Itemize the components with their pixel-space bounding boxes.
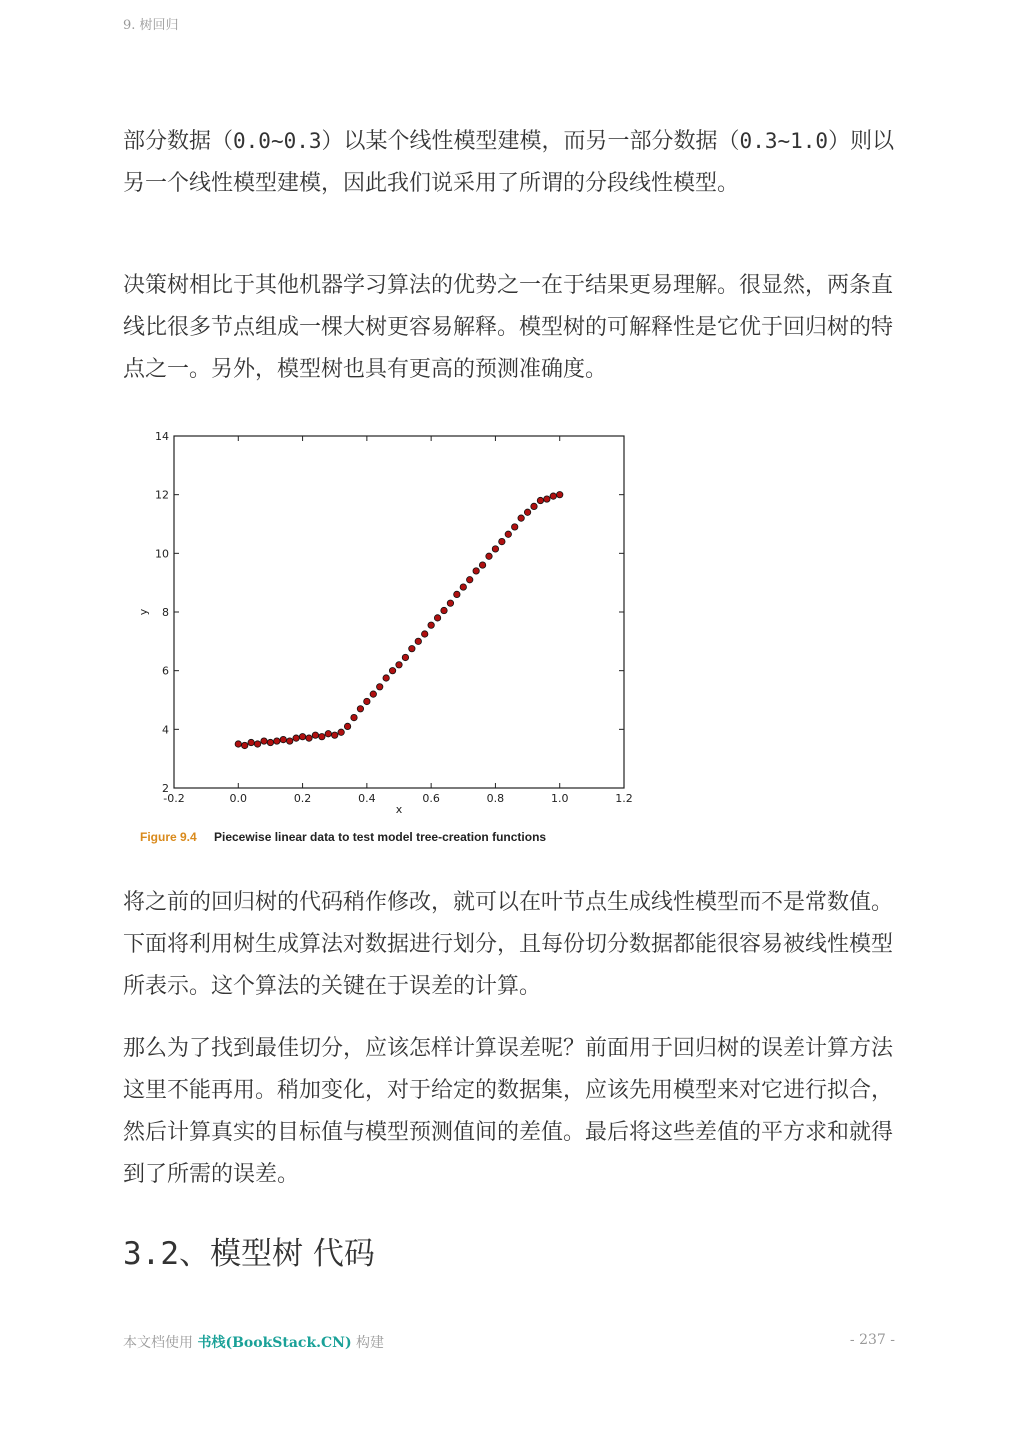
data-point	[422, 631, 428, 637]
data-point	[357, 706, 363, 712]
y-tick-label: 6	[162, 664, 169, 678]
data-point	[447, 600, 453, 606]
data-point	[267, 739, 273, 745]
code-range-2: 0.3~1.0	[739, 129, 829, 153]
data-point	[479, 562, 485, 568]
x-axis-label: x	[395, 803, 403, 816]
footer-prefix: 本文档使用	[123, 1335, 198, 1351]
data-point	[505, 531, 511, 537]
data-point	[428, 622, 434, 628]
data-point	[319, 733, 325, 739]
data-point	[434, 615, 440, 621]
data-point	[370, 691, 376, 697]
figure-label: Figure 9.4	[140, 830, 197, 844]
bookstack-link[interactable]: 书栈(BookStack.CN)	[197, 1335, 352, 1351]
data-point	[364, 698, 370, 704]
data-point	[544, 496, 550, 502]
data-point	[409, 645, 415, 651]
data-point	[377, 684, 383, 690]
data-point	[312, 732, 318, 738]
data-point	[499, 538, 505, 544]
data-point	[274, 738, 280, 744]
data-point	[460, 584, 466, 590]
page-number: - 237 -	[849, 1332, 895, 1348]
data-point	[492, 546, 498, 552]
data-point	[344, 723, 350, 729]
data-point	[248, 739, 254, 745]
data-point	[415, 638, 421, 644]
data-point	[280, 736, 286, 742]
data-point	[524, 509, 530, 515]
x-tick-label: 0.0	[229, 792, 248, 805]
y-tick-label: 4	[162, 723, 169, 737]
x-tick-label: 1.2	[615, 792, 633, 805]
paragraph-1-text-b: ）以某个线性模型建模，而另一部分数据（	[321, 129, 740, 154]
data-point	[261, 738, 267, 744]
data-point	[467, 577, 473, 583]
data-point	[396, 662, 402, 668]
section-heading	[123, 1228, 375, 1273]
data-point	[338, 729, 344, 735]
figure-9-4	[123, 420, 643, 860]
data-point	[441, 607, 447, 613]
data-point	[557, 491, 563, 497]
data-point	[242, 742, 248, 748]
x-tick-label: 0.6	[422, 792, 440, 805]
x-tick-label: 0.2	[293, 792, 312, 805]
data-point	[235, 741, 241, 747]
figure-caption: Piecewise linear data to test model tree-creation functions	[214, 830, 547, 844]
paragraph-2: 决策树相比于其他机器学习算法的优势之一在于结果更易理解。很显然，两条直线比很多节点组成一棵大树更容易解释。模型树的可解释性是它优于回归树的特点之一。另外，模型树也具有更高的预测准确度。	[123, 273, 894, 382]
x-tick-label: 0.4	[358, 792, 376, 805]
data-point	[550, 493, 556, 499]
x-tick-label: 1.0	[550, 792, 569, 805]
data-point	[332, 732, 338, 738]
paragraph-4: 那么为了找到最佳切分，应该怎样计算误差呢？前面用于回归树的误差计算方法这里不能再用。稍加变化，对于给定的数据集，应该先用模型来对它进行拟合，然后计算真实的目标值与模型预测值间的差值。最后将这些差值的平方求和就得到了所需的误差。	[123, 1036, 894, 1187]
y-tick-label: 8	[162, 606, 169, 619]
section-title: 、模型树 代码	[179, 1236, 375, 1272]
y-axis-label: y	[137, 608, 150, 616]
paragraph-3: 将之前的回归树的代码稍作修改，就可以在叶节点生成线性模型而不是常数值。下面将利用树生成算法对数据进行划分，且每份切分数据都能很容易被线性模型所表示。这个算法的关键在于误差的计算。	[123, 890, 894, 999]
plot-area	[174, 436, 624, 788]
data-point	[518, 515, 524, 521]
footer-suffix: 构建	[351, 1335, 385, 1351]
data-point	[306, 735, 312, 741]
data-point	[254, 741, 260, 747]
data-point	[473, 568, 479, 574]
running-header: 9. 树回归	[123, 18, 179, 33]
y-tick-label: 14	[155, 430, 169, 443]
data-point	[287, 738, 293, 744]
x-tick-label: -0.2	[163, 792, 185, 805]
paragraph-1-text-a: 部分数据（	[123, 129, 234, 154]
data-point	[512, 524, 518, 530]
paragraph-1	[123, 120, 898, 205]
data-point	[486, 553, 492, 559]
data-point	[299, 733, 305, 739]
section-number: 3.2	[123, 1236, 179, 1272]
data-point	[454, 591, 460, 597]
scatter-chart	[123, 420, 643, 860]
data-point	[383, 675, 389, 681]
y-tick-label: 10	[155, 547, 169, 561]
y-tick-label: 2	[162, 782, 169, 795]
data-point	[537, 497, 543, 503]
data-point	[293, 735, 299, 741]
footer-credit	[123, 1332, 384, 1352]
x-tick-label: 0.8	[486, 792, 505, 805]
data-point	[325, 731, 331, 737]
y-tick-label: 12	[155, 488, 169, 502]
data-point	[531, 503, 537, 509]
paragraph-1-text-c: ）则以另一个线性模型建模，因此我们说采用了所谓的分段线性模型。	[123, 129, 895, 196]
data-point	[389, 667, 395, 673]
data-point	[351, 714, 357, 720]
code-range-1: 0.0~0.3	[233, 129, 322, 153]
data-point	[402, 654, 408, 660]
